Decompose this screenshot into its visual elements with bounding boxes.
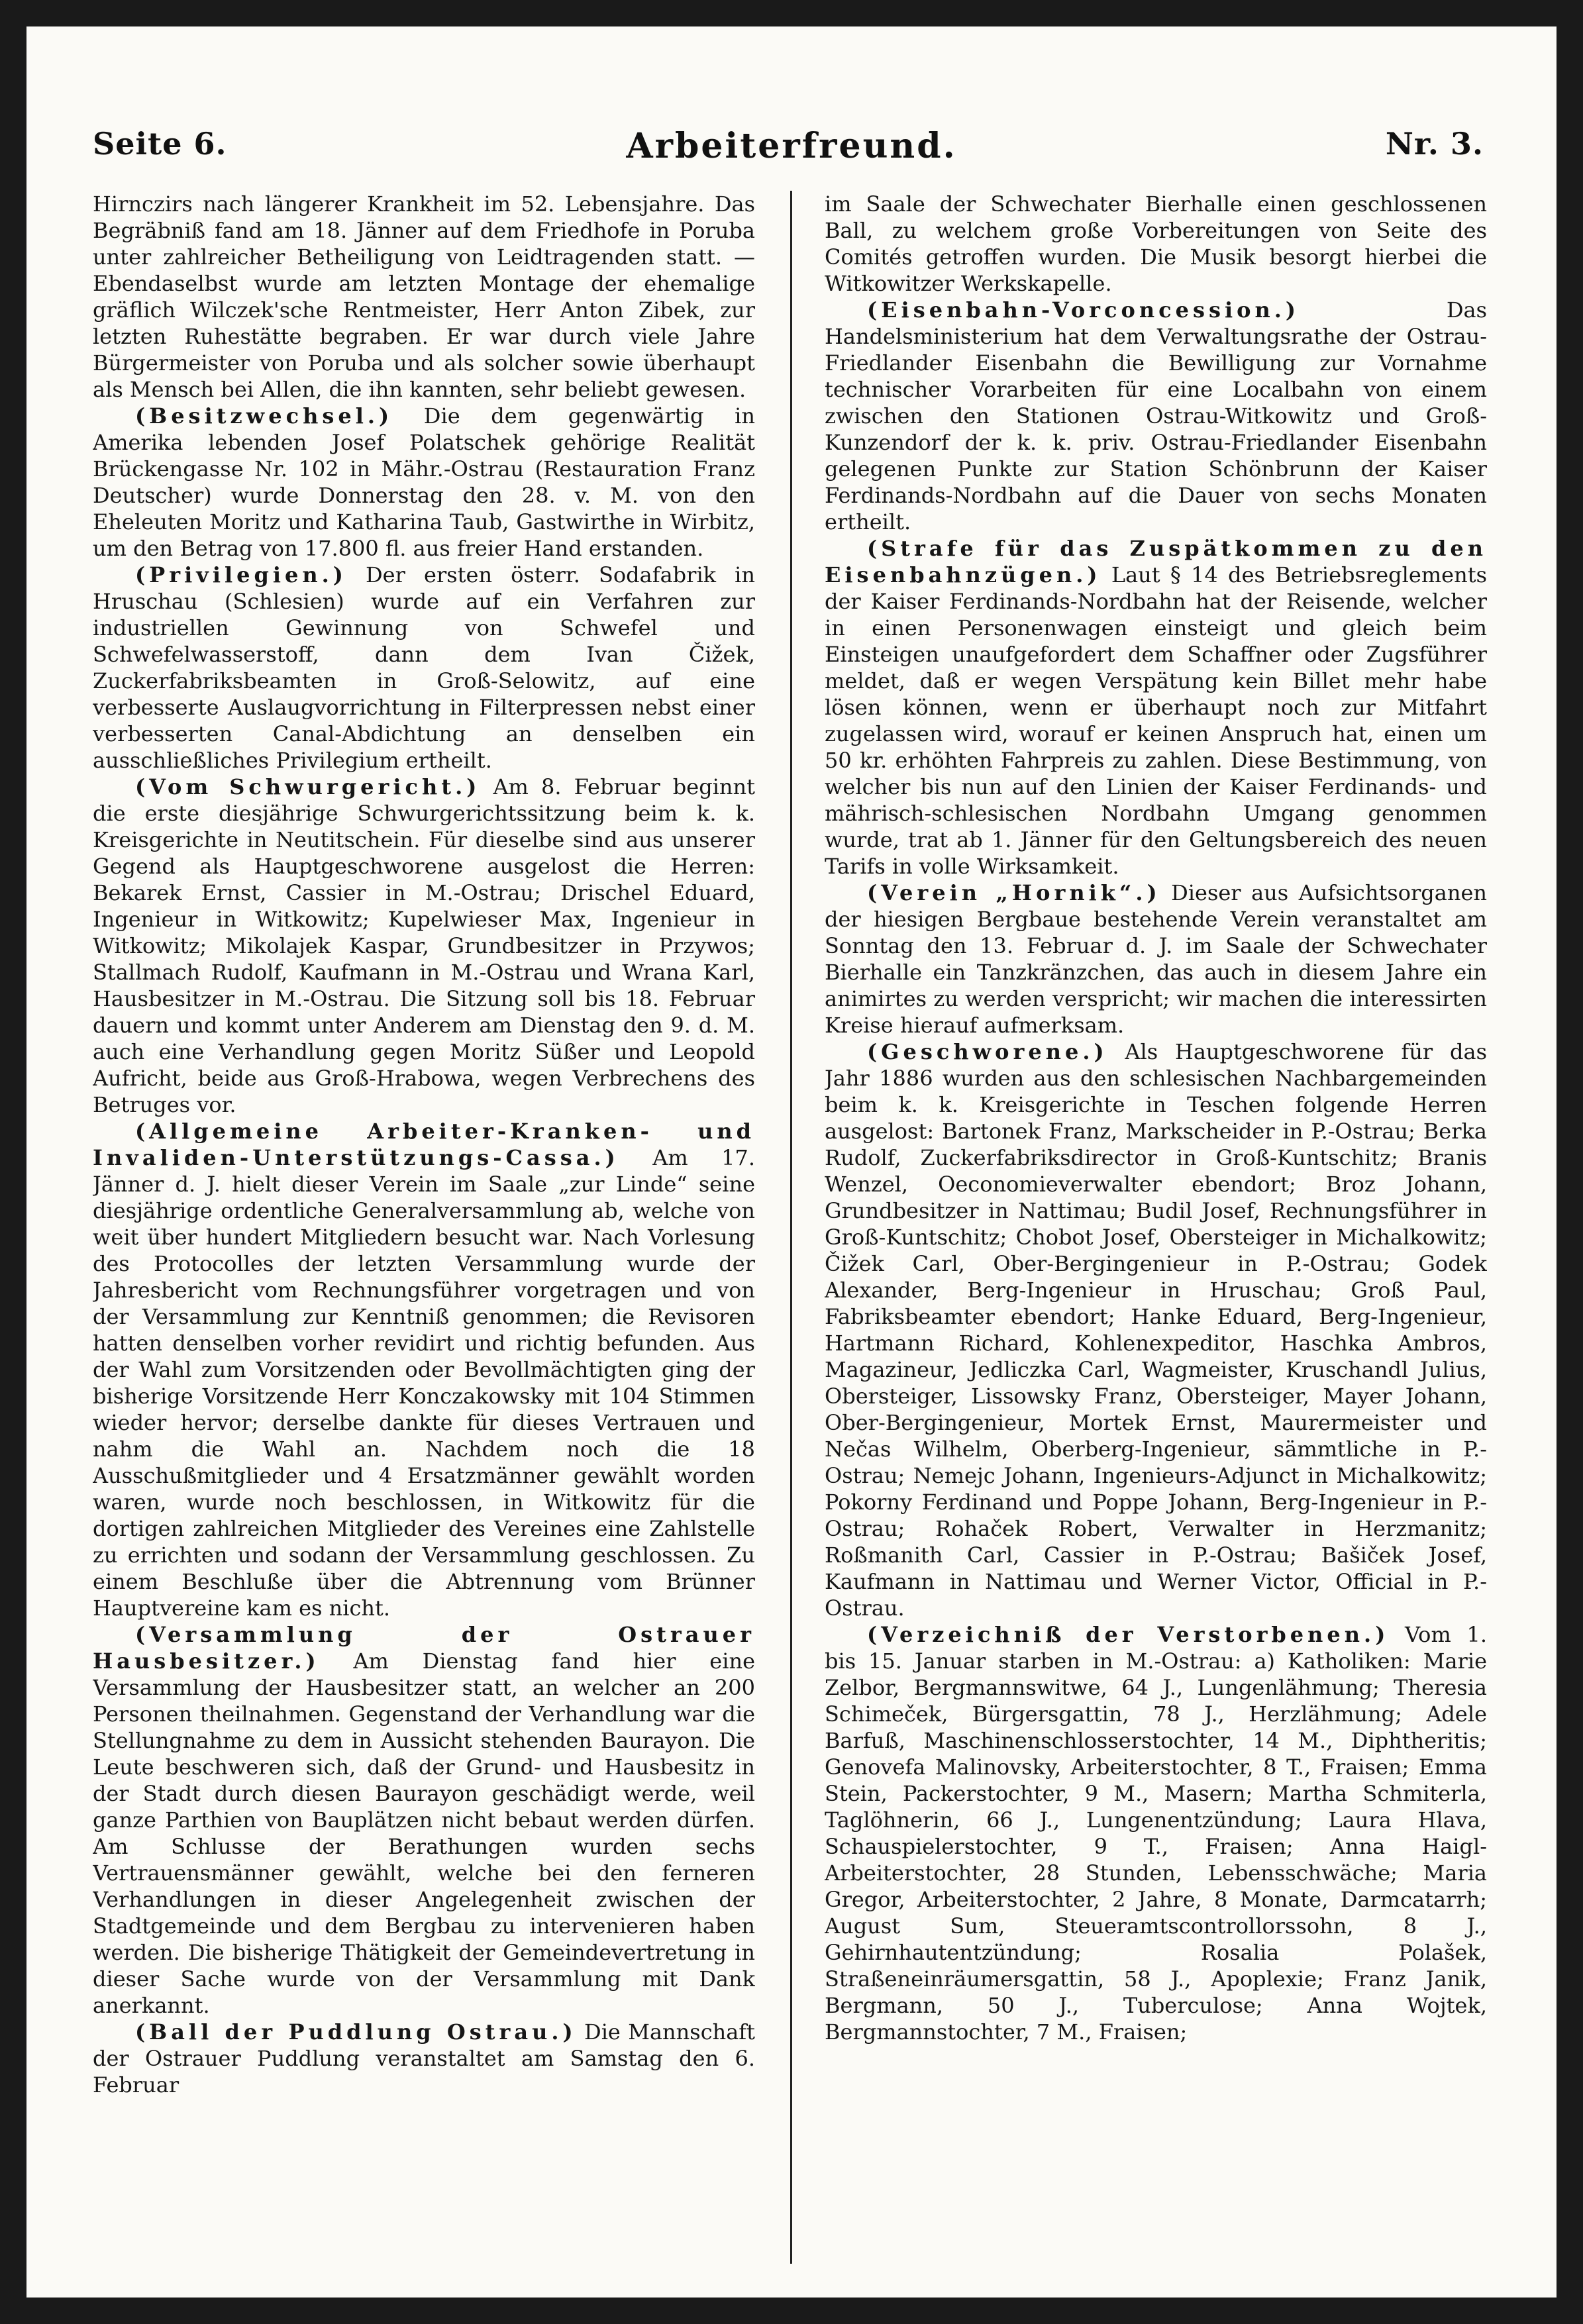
article-heading: (Ball der Puddlung Ostrau.) xyxy=(135,2019,577,2045)
article-heading: (Geschworene.) xyxy=(867,1039,1108,1064)
article-text: Vom 1. bis 15. Januar starben in M.-Ostrau: a) Katholiken: Marie Zelbor, Bergmannswitwe, 64 J., Lungenlähmung; Theresia Schimeček, Bürgersgattin, 78 J., Herzlähmung; Adele Barfuß, Maschinenschlosserstochter, 14 M., Diphtheritis; Genovefa Malinovsky, Arbeiterstochter, 8 T., Fraisen; Emma Stein, Packerstochter, 9 M., Masern; Martha Schmiterla, Taglöhnerin, 66 J., Lungenentzündung; Laura Hlava, Schauspielerstochter, 9 T., Fraisen; Anna Haigl-Arbeiterstochter, 28 Stunden, Lebensschwäche; Maria Gregor, Arbeiterstochter, 2 Jahre, 8 Monate, Darmcatarrh; August Sum, Steueramtscontrollorssohn, 8 J., Gehirnhautentzündung; Rosalia Polašek, Straßeneinräumersgattin, 58 J., Apoplexie; Franz Janik, Bergmann, 50 J., Tuberculose; Anna Wojtek, Bergmannstochter, 7 M., Fraisen; xyxy=(825,1622,1487,2045)
article-paragraph xyxy=(93,774,755,1118)
article-heading: (Vom Schwurgericht.) xyxy=(135,774,481,799)
article-text: Am 17. Jänner d. J. hielt dieser Verein im Saale „zur Linde“ seine diesjährige ordentliche Generalversammlung ab, welche von weit über hundert Mitgliedern besucht war. Nach Vorlesung des Protocolles der letzten Versammlung wurde der Jahresbericht vom Rechnungsführer vorgetragen und von der Versammlung zur Kenntniß genommen; die Revisoren hatten denselben vorher revidirt und richtig befunden. Aus der Wahl zum Vorsitzenden oder Bevollmächtigten ging der bisherige Vorsitzende Herr Konczakowsky mit 104 Stimmen wieder hervor; derselbe dankte für dieses Vertrauen und nahm die Wahl an. Nachdem noch die 18 Ausschußmitglieder und 4 Ersatzmänner gewählt worden waren, wurde noch beschlossen, in Witkowitz für die dortigen zahlreichen Mitglieder des Vereines eine Zahlstelle zu errichten und sodann der Versammlung geschlossen. Zu einem Beschluße über die Abtrennung vom Brünner Hauptvereine kam es nicht. xyxy=(93,1145,755,1621)
article-heading: (Besitzwechsel.) xyxy=(135,403,393,429)
article-heading: (Verein „Hornik“.) xyxy=(867,880,1161,905)
article-text: Der ersten österr. Sodafabrik in Hruschau (Schlesien) wurde auf ein Verfahren zur industriellen Gewinnung von Schwefel und Schwefelwasserstoff, dann dem Ivan Čižek, Zuckerfabriksbeamten in Groß-Selowitz, auf eine verbesserte Auslaugvorrichtung in Filterpressen nebst einer verbesserten Canal-Abdichtung an denselben ein ausschließliches Privilegium ertheilt. xyxy=(93,562,755,773)
article-text: Das Handelsministerium hat dem Verwaltungsrathe der Ostrau-Friedlander Eisenbahn die Bewilligung zur Vornahme technischer Vorarbeiten für eine Localbahn von einem zwischen den Stationen Ostrau-Witkowitz und Groß-Kunzendorf der k. k. priv. Ostrau-Friedlander Eisenbahn gelegenen Punkte zur Station Schönbrunn der Kaiser Ferdinands-Nordbahn auf die Dauer von sechs Monaten ertheilt. xyxy=(825,297,1487,534)
article-text: Die dem gegenwärtig in Amerika lebenden Josef Polatschek gehörige Realität Brückengasse Nr. 102 in Mähr.-Ostrau (Restauration Franz Deutscher) wurde Donnerstag den 28. v. M. von den Eheleuten Moritz und Katharina Taub, Gastwirthe in Wirbitz, um den Betrag von 17.800 fl. aus freier Hand erstanden. xyxy=(93,403,755,561)
right-column xyxy=(825,191,1487,2290)
article-heading: (Allgemeine Arbeiter-Kranken- und Invaliden-Unterstützungs-Cassa.) xyxy=(93,1119,755,1170)
article-paragraph xyxy=(93,1621,755,2019)
article-heading: (Verzeichniß der Verstorbenen.) xyxy=(867,1622,1390,1647)
article-paragraph xyxy=(93,403,755,562)
article-text: Am Dienstag fand hier eine Versammlung der Hausbesitzer statt, an welcher an 200 Personen theilnahmen. Gegenstand der Verhandlung war die Stellungnahme zu dem in Aussicht stehenden Baurayon. Die Leute beschweren sich, daß der Grund- und Hausbesitz in der Stadt durch diesen Baurayon geschädigt werde, weil ganze Parthien von Bauplätzen nicht bebaut werden dürfen. Am Schlusse der Berathungen wurden sechs Vertrauensmänner gewählt, welche bei den ferneren Verhandlungen in dieser Angelegenheit zwischen der Stadtgemeinde und dem Bergbau zu intervenieren haben werden. Die bisherige Thätigkeit der Gemeindevertretung in dieser Sache wurde von der Versammlung mit Dank anerkannt. xyxy=(93,1648,755,2018)
article-heading: (Versammlung der Ostrauer Hausbesitzer.) xyxy=(93,1622,755,1674)
article-paragraph xyxy=(825,880,1487,1038)
article-paragraph xyxy=(825,297,1487,535)
article-text: Am 8. Februar beginnt die erste diesjährige Schwurgerichtssitzung beim k. k. Kreisgerichte in Neutitschein. Für dieselbe sind aus unserer Gegend als Hauptgeschworene ausgelost die Herren: Bekarek Ernst, Cassier in M.-Ostrau; Drischel Eduard, Ingenieur in Witkowitz; Kupelwieser Max, Ingenieur in Witkowitz; Mikolajek Kaspar, Grundbesitzer in Przywos; Stallmach Rudolf, Kaufmann in M.-Ostrau und Wrana Karl, Hausbesitzer in M.-Ostrau. Die Sitzung soll bis 18. Februar dauern und kommt unter Anderem am Dienstag den 9. d. M. auch eine Verhandlung gegen Moritz Süßer und Leopold Aufricht, beide aus Groß-Hrabowa, wegen Verbrechens des Betruges vor. xyxy=(93,774,755,1117)
article-paragraph xyxy=(93,562,755,774)
left-column xyxy=(93,191,755,2290)
article-paragraph xyxy=(825,535,1487,880)
article-paragraph xyxy=(825,1621,1487,2045)
article-heading: (Strafe für das Zuspätkommen zu den Eisenbahnzügen.) xyxy=(825,536,1487,587)
columns xyxy=(93,191,1490,2290)
article-heading: (Privilegien.) xyxy=(135,562,347,587)
masthead-title: Arbeiterfreund. xyxy=(626,126,957,166)
article-text: Dieser aus Aufsichtsorganen der hiesigen Bergbaue bestehende Verein veranstaltet am Sonntag den 13. Februar d. J. im Saale der Schwechater Bierhalle ein Tanzkränzchen, das auch in diesem Jahre ein animirtes zu werden verspricht; wir machen die interessirten Kreise hierauf aufmerksam. xyxy=(825,880,1487,1038)
page-number: Seite 6. xyxy=(93,126,227,162)
article-heading: (Eisenbahn-Vorconcession.) xyxy=(867,297,1300,323)
article-paragraph xyxy=(825,1038,1487,1621)
column-divider xyxy=(790,191,792,2264)
article-paragraph xyxy=(93,1118,755,1621)
article-text: Hirnczirs nach längerer Krankheit im 52. Lebensjahre. Das Begräbniß fand am 18. Jänner auf dem Friedhofe in Poruba unter zahlreicher Betheiligung von Leidtragenden statt. — Ebendaselbst wurde am letzten Montage der ehemalige gräflich Wilczek'sche Rentmeister, Herr Anton Zibek, zur letzten Ruhestätte begraben. Er war durch viele Jahre Bürgermeister von Poruba und als solcher sowie überhaupt als Mensch bei Allen, die ihn kannten, sehr beliebt gewesen. xyxy=(93,191,755,402)
article-text: Die Mannschaft der Ostrauer Puddlung veranstaltet am Samstag den 6. Februar xyxy=(93,2019,755,2097)
article-paragraph xyxy=(93,2019,755,2098)
page-header xyxy=(26,26,1557,185)
article-text: Als Hauptgeschworene für das Jahr 1886 wurden aus den schlesischen Nachbargemeinden beim k. k. Kreisgerichte in Teschen folgende Herren ausgelost: Bartonek Franz, Markscheider in P.-Ostrau; Berka Rudolf, Zuckerfabriksdirector in Groß-Kuntschitz; Branis Wenzel, Oeconomieverwalter ebendort; Broz Johann, Grundbesitzer in Nattimau; Budil Josef, Rechnungsführer in Groß-Kuntschitz; Chobot Josef, Obersteiger in Michalkowitz; Čižek Carl, Ober-Bergingenieur in P.-Ostrau; Godek Alexander, Berg-Ingenieur in Hruschau; Groß Paul, Fabriksbeamter ebendort; Hanke Eduard, Berg-Ingenieur, Hartmann Richard, Kohlenexpeditor, Haschka Ambros, Magazineur, Jedliczka Carl, Wagmeister, Kruschandl Julius, Obersteiger, Lissowsky Franz, Obersteiger, Mayer Johann, Ober-Bergingenieur, Mortek Ernst, Maurermeister und Nečas Wilhelm, Oberberg-Ingenieur, sämmtliche in P.-Ostrau; Nemejc Johann, Ingenieurs-Adjunct in Michalkowitz; Pokorny Ferdinand und Poppe Johann, Berg-Ingenieur in P.-Ostrau; Rohaček Robert, Verwalter in Herzmanitz; Roßmanith Carl, Cassier in P.-Ostrau; Bašiček Josef, Kaufmann in Nattimau und Werner Victor, Official in P.-Ostrau. xyxy=(825,1039,1487,1621)
issue-number: Nr. 3. xyxy=(1385,126,1484,162)
article-paragraph xyxy=(825,191,1487,297)
article-paragraph xyxy=(93,191,755,403)
newspaper-page xyxy=(26,26,1557,2298)
article-text: Laut § 14 des Betriebsreglements der Kaiser Ferdinands-Nordbahn hat der Reisende, welcher in einen Personenwagen einsteigt und gleich beim Einsteigen unaufgefordert dem Schaffner oder Zugsführer meldet, daß er wegen Verspätung kein Billet mehr habe lösen können, wenn er überhaupt noch zur Mitfahrt zugelassen wird, worauf er keinen Anspruch hat, einen um 50 kr. erhöhten Fahrpreis zu zahlen. Diese Bestimmung, von welcher bis nun auf den Linien der Kaiser Ferdinands- und mährisch-schlesischen Nordbahn Umgang genommen wurde, trat ab 1. Jänner für den Geltungsbereich des neuen Tarifs in volle Wirksamkeit. xyxy=(825,562,1487,879)
article-text: im Saale der Schwechater Bierhalle einen geschlossenen Ball, zu welchem große Vorbereitungen von Seite des Comités getroffen wurden. Die Musik besorgt hierbei die Witkowitzer Werkskapelle. xyxy=(825,191,1487,296)
